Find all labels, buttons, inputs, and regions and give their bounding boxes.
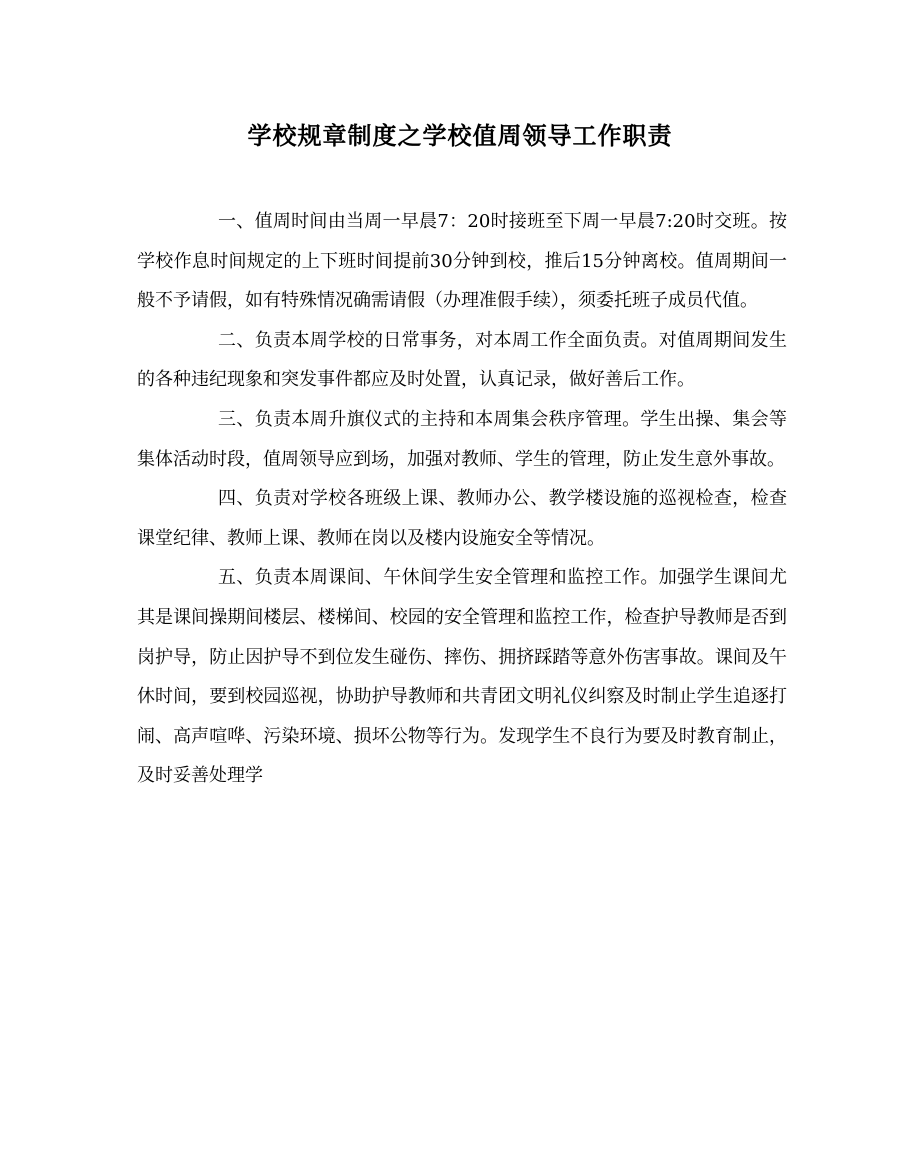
paragraph-5: 五、负责本周课间、午休间学生安全管理和监控工作。加强学生课间尤其是课间操期间楼层、楼梯间、校园的安全管理和监控工作，检查护导教师是否到岗护导，防止因护导不到位发生碰伤、摔伤、拥挤踩踏等意外伤害事故。课间及午休时间，要到校园巡视，协助护导教师和共青团文明礼仪纠察及时制止学生追逐打闹、高声喧哗、污染环境、损坏公物等行为。发现学生不良行为要及时教育制止，及时妥善处理学 xyxy=(137,567,787,787)
paragraph-4: 四、负责对学校各班级上课、教师办公、教学楼设施的巡视检查，检查课堂纪律、教师上课、教师在岗以及楼内设施安全等情况。 xyxy=(137,488,787,549)
document-title: 学校规章制度之学校值周领导工作职责 xyxy=(247,121,673,150)
paragraph-2: 二、负责本周学校的日常事务，对本周工作全面负责。对值周期间发生的各种违纪现象和突发事件都应及时处置，认真记录，做好善后工作。 xyxy=(137,329,787,391)
document-body xyxy=(137,202,787,796)
paragraph-3: 三、负责本周升旗仪式的主持和本周集会秩序管理。学生出操、集会等集体活动时段，值周领导应到场，加强对教师、学生的管理，防止发生意外事故。 xyxy=(137,408,787,470)
paragraph-1: 一、值周时间由当周一早晨7：20时接班至下周一早晨7:20时交班。按学校作息时间规定的上下班时间提前30分钟到校，推后15分钟离校。值周期间一般不予请假，如有特殊情况确需请假（办理准假手续），须委托班子成员代值。 xyxy=(137,211,787,312)
